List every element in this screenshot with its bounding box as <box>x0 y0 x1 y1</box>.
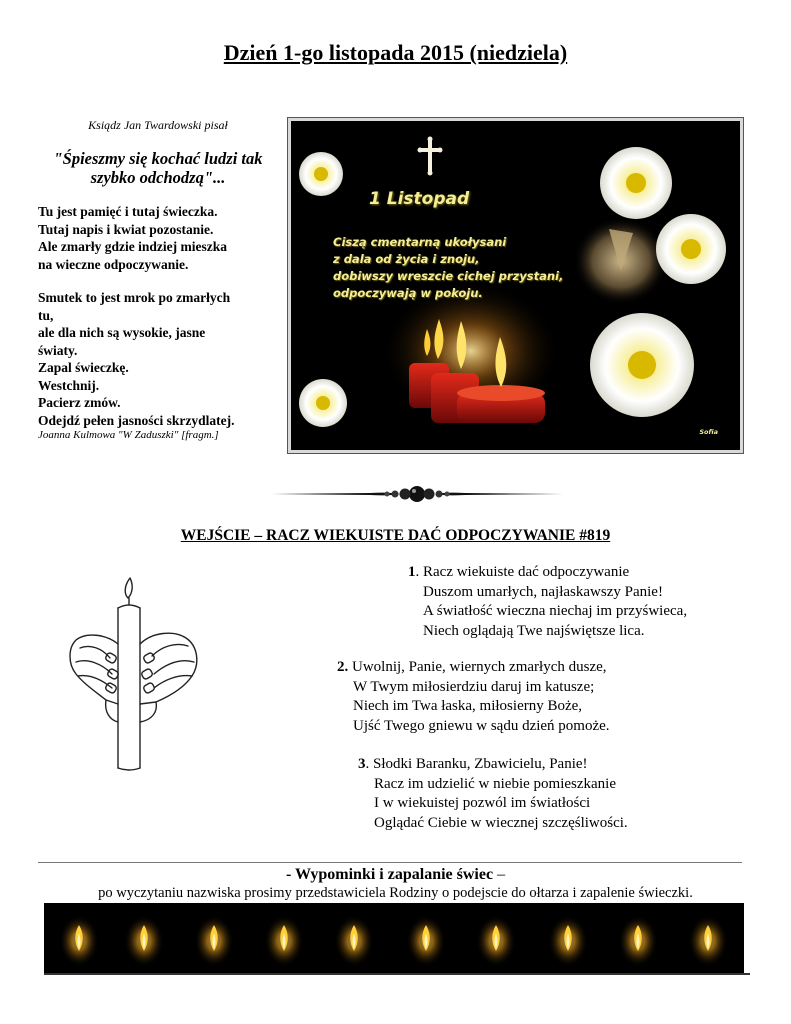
chrysanthemum-icon <box>656 214 726 284</box>
memorial-heading-dash: – <box>493 866 506 883</box>
verse-number: 3 <box>358 756 366 772</box>
poem-line: Zapal świeczkę. <box>38 360 129 375</box>
poem-stanza-1 <box>38 203 278 273</box>
candle-flame-icon <box>194 915 234 967</box>
candle-flame-icon <box>334 915 374 967</box>
hymn-verse-1 <box>408 563 687 641</box>
chrysanthemum-icon <box>590 313 694 417</box>
hands-holding-candle-illustration <box>66 574 206 774</box>
poem-line: ale dla nich są wysokie, jasne <box>38 325 206 340</box>
verse-line: . Słodki Baranku, Zbawicielu, Panie! <box>365 756 588 772</box>
verse-line: Niech oglądają Twe najświętsze lica. <box>423 622 645 639</box>
card-verse-line: odpoczywają w pokoju. <box>333 286 483 300</box>
all-saints-card <box>288 118 743 453</box>
candle-flames-row <box>44 903 744 973</box>
candle-flame-icon <box>476 915 516 967</box>
candle-flame-icon <box>124 915 164 967</box>
poem-line: tu, <box>38 307 54 323</box>
poem-line: Tu jest pamięć i tutaj świeczka. <box>38 204 218 219</box>
ornament-divider <box>270 482 565 506</box>
poem-source: Joanna Kulmowa "W Zaduszki" [fragm.] <box>38 429 219 441</box>
candle-flame-icon <box>406 915 446 967</box>
verse-line: Uwolnij, Panie, wiernych zmarłych dusze, <box>348 659 607 675</box>
cross-icon <box>418 137 443 176</box>
memorial-heading-text: - Wypominki i zapalanie świec <box>285 866 494 883</box>
card-verse-line: z dala od życia i znoju, <box>333 252 480 266</box>
verse-line: Duszom umarłych, najłaskawszy Panie! <box>423 583 663 600</box>
candle-flame-icon <box>264 915 304 967</box>
card-verse-line: Ciszą cmentarną ukołysani <box>333 235 507 249</box>
card-verse-line: dobiwszy wreszcie cichej przystani, <box>333 269 564 283</box>
chrysanthemum-icon <box>299 379 347 427</box>
poem-line: Ale zmarły gdzie indziej mieszka <box>38 239 227 254</box>
poem-line: Odejdź pełen jasności skrzydlatej. <box>38 412 235 428</box>
poem-line: Smutek to jest mrok po zmarłych <box>38 290 231 305</box>
verse-line: Ujść Twego gniewu w sądu dzień pomoże. <box>353 717 610 734</box>
hymn-title: WEJŚCIE – RACZ WIEKUISTE DAĆ ODPOCZYWANIE #819 <box>180 527 611 544</box>
verse-line: Oglądać Ciebie w wiecznej szczęśliwości. <box>374 814 628 831</box>
hymn-verse-2 <box>337 658 610 736</box>
poem-line: na wieczne odpoczywanie. <box>38 256 189 272</box>
poem-line: Westchnij. <box>38 377 100 393</box>
page-title: Dzień 1-go listopada 2015 (niedziela) <box>223 40 568 65</box>
twardowski-quote: "Śpieszmy się kochać ludzi tak szybko odchodzą"... <box>53 149 263 187</box>
candle-flame-icon <box>548 915 588 967</box>
candle-flame-icon <box>59 915 99 967</box>
verse-number: 2. <box>337 659 349 675</box>
verse-line: A światłość wieczna niechaj im przyświeca, <box>423 603 688 619</box>
verse-number: 1 <box>408 564 416 580</box>
chrysanthemum-icon <box>299 152 343 196</box>
hymn-verse-3 <box>358 755 628 833</box>
poem-stanza-2 <box>38 289 278 429</box>
candles-strip <box>44 903 744 973</box>
poem-line: Pacierz zmów. <box>38 395 121 410</box>
poem-column <box>38 118 278 441</box>
candle-flame-icon <box>688 915 728 967</box>
candles-icon <box>381 281 561 423</box>
poem-line: światy. <box>38 342 78 358</box>
memorial-heading <box>0 866 791 884</box>
verse-line: W Twym miłosierdziu daruj im katusze; <box>353 678 595 695</box>
verse-line: . Racz wiekuiste dać odpoczywanie <box>415 564 630 580</box>
card-signature: Sofia <box>699 428 718 436</box>
memorial-instructions: po wyczytaniu nazwiska prosimy przedstawiciela Rodziny o podejscie do ołtarza i zapalenie świeczki. <box>98 885 693 901</box>
section-divider <box>38 862 742 863</box>
verse-line: Racz im udzielić w niebie pomieszkanie <box>374 775 616 792</box>
chrysanthemum-icon <box>600 147 672 219</box>
bottom-rule <box>44 973 750 975</box>
candle-flame-icon <box>618 915 658 967</box>
card-title: 1 Listopad <box>369 189 470 209</box>
verse-line: Niech im Twa łaska, miłosierny Boże, <box>353 698 583 714</box>
author-note: Ksiądz Jan Twardowski pisał <box>88 118 228 132</box>
poem-line: Tutaj napis i kwiat pozostanie. <box>38 221 214 237</box>
verse-line: I w wiekuistej pozwól im światłości <box>374 795 591 811</box>
card-verse <box>333 234 623 302</box>
